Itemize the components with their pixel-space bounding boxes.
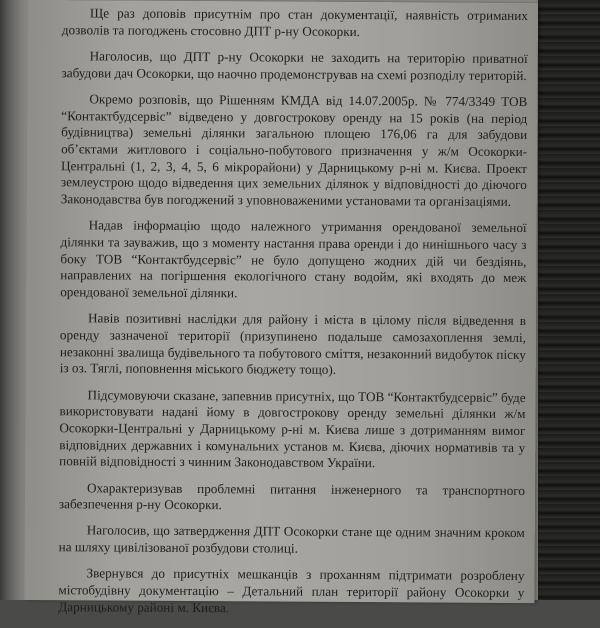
paragraph-appeal-to-residents: Звернувся до присутніх мешканців з проханням підтримати розроблену містобудівну документацію – Детальний план території району Осокорки у Дарницькому районі м. Києва. xyxy=(58,565,525,616)
stacked-pages-edge xyxy=(538,0,600,600)
paragraph-kmda-decision: Окремо розповів, що Рішенням КМДА від 14.07.2005р. № 774/3349 ТОВ “Контактбудсервіс” відведено у довгострокову оренду на 15 років (на період будівництва) земельні ділянки загальною площею 176,06 га для забудови об’єктами житлового і соціально-побутового призначення у ж/м Осокорки-Центральні (1, 2, 3, 4, 5, 6 мікрорайони) у Дарницькому р-ні м. Києва. Проект землеустрою щодо відведення цих земельних ділянок у відповідності до діючого Законодавства був погоджений з уповноваженими установами та організаціями. xyxy=(60,91,528,209)
paragraph-land-maintenance: Надав інформацію щодо належного утримання орендованої земельної ділянки та зауважив, що з моменту настання права оренди і до нинішнього часу з боку ТОВ “Контактбудсервіс” не було допущено жодних дій чи бездіянь, направлених на погіршення екологічного стану водойм, які входять до меж орендованої земельної ділянки. xyxy=(60,217,527,301)
paragraph-positive-effects: Навів позитивні наслідки для району і міста в цілому після відведення в оренду зазначеної території (призупинено подальше самозахоплення землі, незаконні звалища будівельного та побутового сміття, незаконний видобуток піску із оз. Тяглі, поповнення міського бюджету тощо). xyxy=(59,310,527,378)
document-page xyxy=(24,0,538,616)
paragraph-documentation-status: Ще раз доповів присутнім про стан документації, наявність отриманих дозволів та погоджень стосовно ДПТ р-ну Осокорки. xyxy=(61,5,528,39)
paragraph-private-development: Наголосив, що ДПТ р-ну Осокорки не заходить на територію приватної забудови дач Осокорки, що наочно продемонстрував на схемі розподілу територій. xyxy=(61,48,528,83)
document-body xyxy=(58,5,528,628)
paragraph-engineering-issues: Охарактеризував проблемні питання інженерного та транспортного забезпечення р-ну Осокорки. xyxy=(58,479,526,513)
paragraph-summary: Підсумовуючи сказане, запевнив присутніх, що ТОВ “Контактбудсервіс” буде використовувати надані йому в довгострокову оренду земельні ділянки ж/м Осокорки-Центральні у Дарницькому р-ні м. Києва лише з дотриманням вимог відповідних державних і комунальних установ м. Києва, діючих нормативів та у повній відповідності з чинним Законодавством України. xyxy=(59,386,526,471)
paragraph-approval-step: Наголосив, що затвердження ДПТ Осокорки стане ще одним значним кроком на шляху цивілізованої розбудови столиці. xyxy=(58,522,525,556)
